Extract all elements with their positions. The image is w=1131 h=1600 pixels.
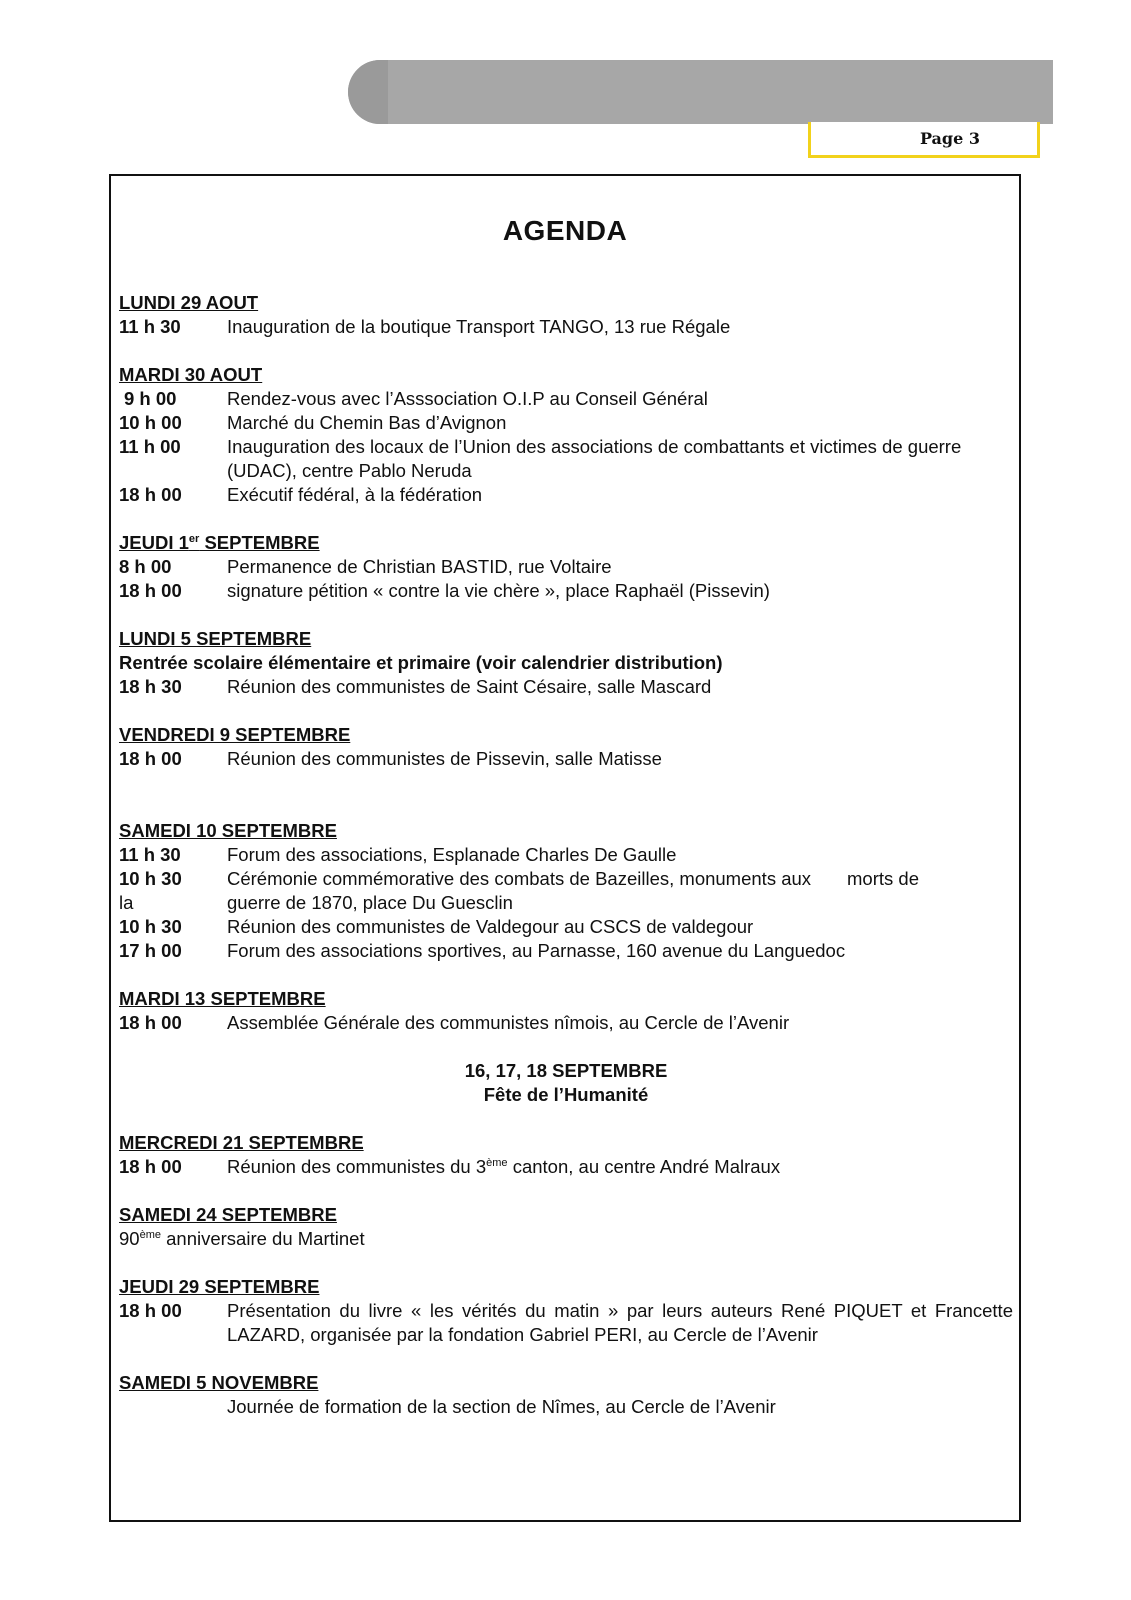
event-description: Forum des associations sportives, au Parnasse, 160 avenue du Languedoc (227, 940, 846, 961)
day-heading: SAMEDI 24 SEPTEMBRE (119, 1204, 337, 1225)
event-time: 18 h 00 (119, 484, 182, 505)
featured-event-dates: 16, 17, 18 SEPTEMBRE (464, 1060, 668, 1081)
day-section (119, 531, 1013, 603)
agenda-row (119, 411, 1013, 435)
day-heading: LUNDI 29 AOUT (119, 292, 259, 313)
event-description: Inauguration des locaux de l’Union des associations de combattants et victimes de guerre (UDAC), centre Pablo Neruda (227, 436, 962, 481)
event-time: la (119, 892, 134, 913)
event-description: Exécutif fédéral, à la fédération (227, 484, 483, 505)
day-heading: LUNDI 5 SEPTEMBRE (119, 628, 312, 649)
agenda-row (119, 315, 1013, 339)
event-time: 18 h 00 (119, 1156, 182, 1177)
event-time: 10 h 30 (119, 868, 182, 889)
day-heading-part: SEPTEMBRE (199, 532, 320, 553)
agenda-row (119, 747, 1013, 771)
event-time: 18 h 00 (119, 1012, 182, 1033)
day-section (119, 987, 1013, 1035)
event-time: 10 h 00 (119, 412, 182, 433)
event-description: Présentation du livre « les vérités du matin » par leurs auteurs René PIQUET et Francette LAZARD, organisée par la fondation Gabriel PERI, au Cercle de l’Avenir (227, 1300, 1013, 1345)
day-heading-superscript: er (188, 532, 200, 545)
agenda-row (119, 891, 1013, 915)
event-time: 8 h 00 (119, 556, 172, 577)
agenda-frame (109, 174, 1021, 1522)
day-section (119, 363, 1013, 507)
agenda-row (119, 555, 1013, 579)
day-heading: JEUDI 29 SEPTEMBRE (119, 1276, 320, 1297)
event-time: 18 h 00 (119, 1300, 182, 1321)
featured-event-name: Fête de l’Humanité (483, 1084, 649, 1105)
agenda-row (119, 483, 1013, 507)
day-heading: MARDI 13 SEPTEMBRE (119, 988, 326, 1009)
agenda-row (119, 1395, 1013, 1419)
event-description: Réunion des communistes de Pissevin, salle Matisse (227, 748, 662, 769)
day-heading: MERCREDI 21 SEPTEMBRE (119, 1132, 364, 1153)
agenda-row (119, 915, 1013, 939)
day-section (119, 1203, 1013, 1251)
event-time: 11 h 30 (119, 316, 181, 337)
agenda-row (119, 1155, 1013, 1179)
day-section (119, 627, 1013, 699)
day-heading: VENDREDI 9 SEPTEMBRE (119, 724, 351, 745)
event-description: Permanence de Christian BASTID, rue Voltaire (227, 556, 612, 577)
day-heading: MARDI 30 AOUT (119, 364, 263, 385)
agenda-row (119, 843, 1013, 867)
day-heading (119, 531, 1013, 555)
day-section (119, 1275, 1013, 1347)
agenda-row (119, 867, 1013, 891)
event-description: Réunion des communistes de Valdegour au CSCS de valdegour (227, 916, 754, 937)
agenda-row (119, 579, 1013, 603)
agenda-row (119, 675, 1013, 699)
event-description-superscript: ème (486, 1156, 508, 1169)
event-description (227, 1155, 1013, 1179)
day-note (119, 1227, 1013, 1251)
day-section (119, 723, 1013, 771)
day-heading: SAMEDI 10 SEPTEMBRE (119, 820, 337, 841)
event-time: 11 h 00 (119, 436, 181, 457)
event-time: 18 h 30 (119, 676, 182, 697)
agenda-row (119, 1299, 1013, 1347)
day-section (119, 291, 1013, 339)
event-description: signature pétition « contre la vie chère », place Raphaël (Pissevin) (227, 580, 770, 601)
day-section (119, 1371, 1013, 1419)
event-time: 17 h 00 (119, 940, 182, 961)
day-note: Rentrée scolaire élémentaire et primaire (voir calendrier distribution) (119, 652, 723, 673)
event-description: guerre de 1870, place Du Guesclin (227, 892, 513, 913)
event-description-part: Réunion des communistes du 3 (227, 1156, 487, 1177)
day-heading: SAMEDI 5 NOVEMBRE (119, 1372, 319, 1393)
day-note-part: 90 (119, 1228, 140, 1249)
day-note-part: anniversaire du Martinet (160, 1228, 365, 1249)
event-description: Cérémonie commémorative des combats de Bazeilles, monuments aux morts de (227, 868, 919, 889)
agenda-row (119, 1011, 1013, 1035)
event-description: Rendez-vous avec l’Asssociation O.I.P au Conseil Général (227, 388, 708, 409)
day-heading-part: JEUDI 1 (119, 532, 189, 553)
header-bar-cap (348, 60, 388, 124)
event-time: 10 h 30 (119, 916, 182, 937)
agenda-title: AGENDA (502, 215, 628, 246)
day-section (119, 819, 1013, 963)
event-description: Réunion des communistes de Saint Césaire, salle Mascard (227, 676, 712, 697)
event-time: 11 h 30 (119, 844, 181, 865)
header-bar (348, 60, 1053, 124)
event-description: Marché du Chemin Bas d’Avignon (227, 412, 507, 433)
event-description: Inauguration de la boutique Transport TANGO, 13 rue Régale (227, 316, 731, 337)
agenda-content (119, 291, 1013, 1443)
event-time: 18 h 00 (119, 748, 182, 769)
page-number: Page 3 (919, 129, 980, 148)
event-time (119, 1395, 227, 1419)
agenda-row (119, 435, 1013, 483)
event-description: Assemblée Générale des communistes nîmois, au Cercle de l’Avenir (227, 1012, 790, 1033)
event-time: 9 h 00 (124, 388, 177, 409)
day-note-superscript: ème (139, 1228, 161, 1241)
event-description-part: canton, au centre André Malraux (507, 1156, 781, 1177)
event-time: 18 h 00 (119, 580, 182, 601)
featured-event (119, 1059, 1013, 1107)
day-section (119, 1131, 1013, 1179)
agenda-row (119, 939, 1013, 963)
event-description: Journée de formation de la section de Nîmes, au Cercle de l’Avenir (227, 1396, 776, 1417)
event-description: Forum des associations, Esplanade Charles De Gaulle (227, 844, 677, 865)
agenda-row (119, 387, 1013, 411)
page-number-tab (808, 122, 1040, 158)
